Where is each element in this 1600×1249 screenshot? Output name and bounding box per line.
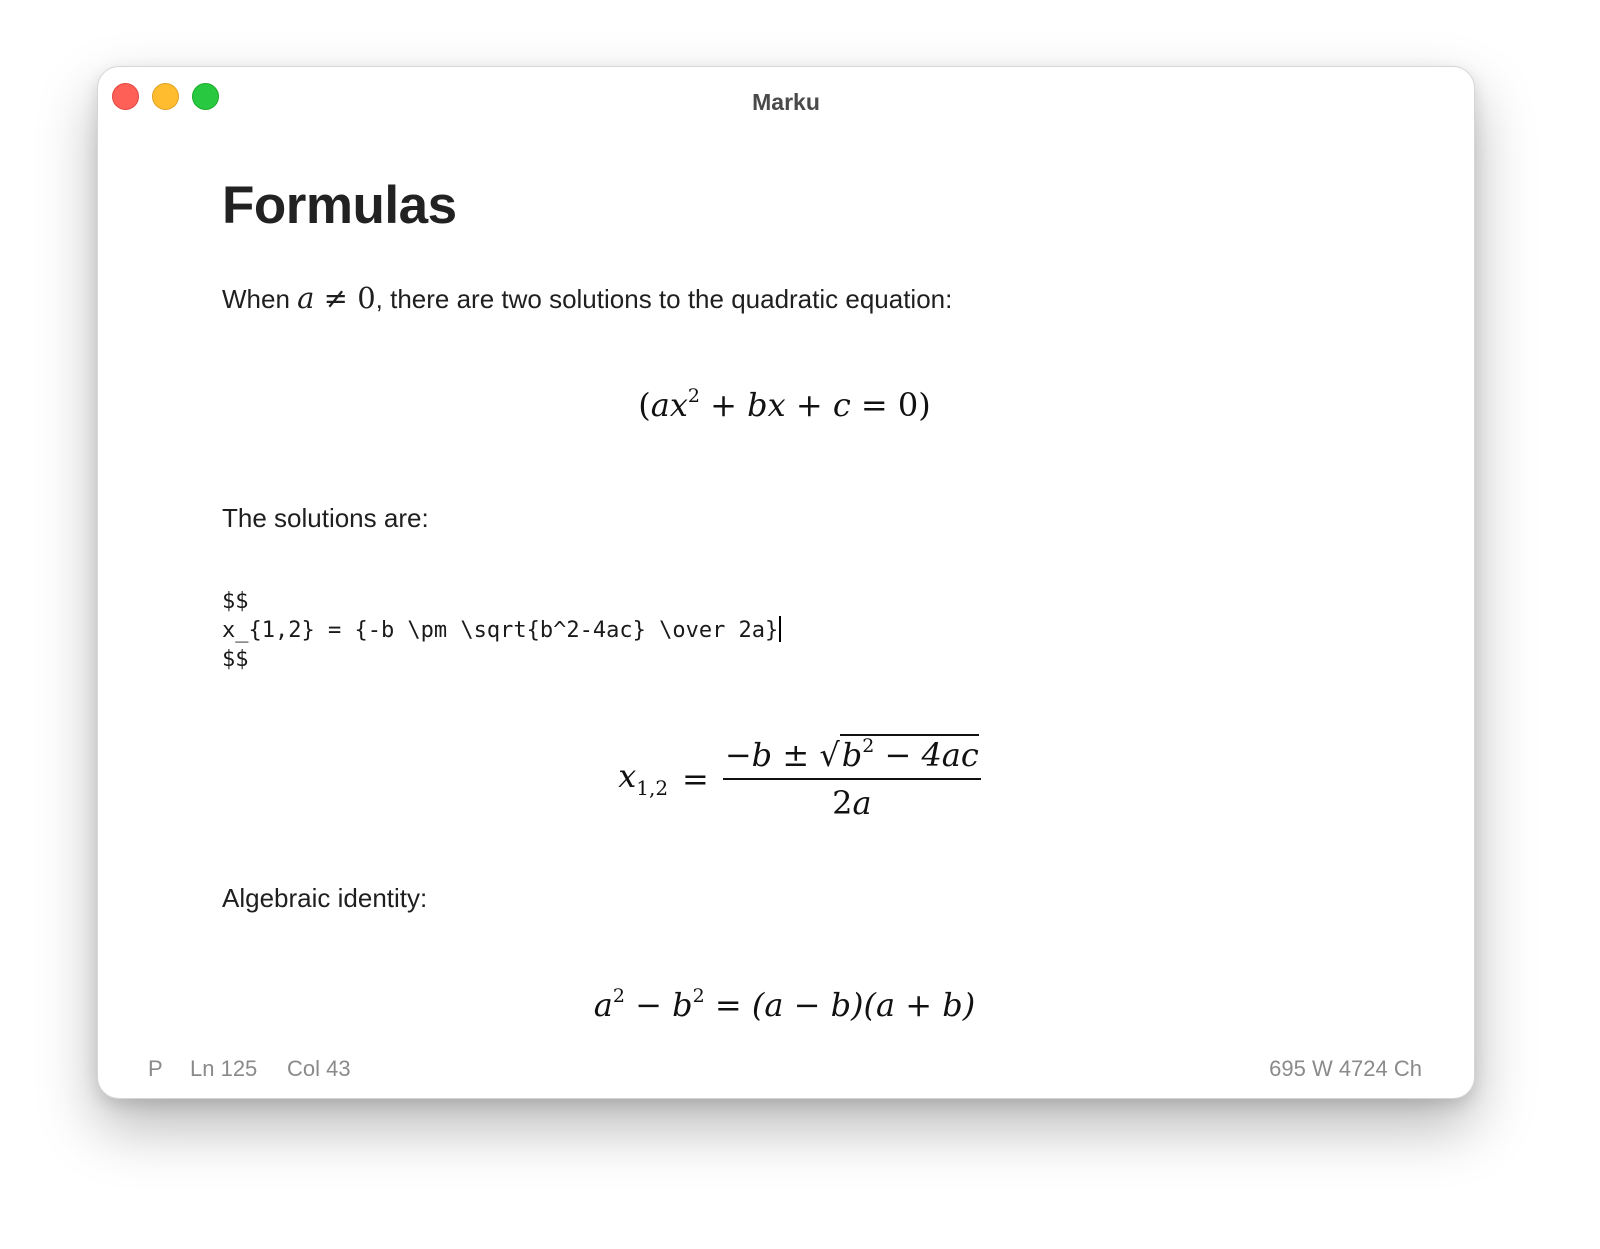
code-line-formula: x_{1,2} = {-b \pm \sqrt{b^2-4ac} \over 2a} (222, 618, 779, 643)
window-title: Marku (752, 89, 820, 115)
code-line-open: $$ (222, 589, 249, 614)
radicand-rest: − 4ac (874, 736, 979, 774)
editor-content[interactable] (222, 67, 1414, 1038)
identity-b: b (672, 986, 693, 1024)
paragraph-identity: Algebraic identity: (222, 883, 428, 913)
identity-a: a (593, 986, 613, 1024)
formula-equals: = (682, 759, 709, 798)
formula-x: x (618, 757, 637, 795)
formula-lhs (588, 757, 668, 800)
document-heading: Formulas (222, 176, 457, 235)
text-caret (779, 616, 781, 642)
paragraph-quadratic-intro (222, 281, 952, 315)
denominator-a: a (852, 784, 872, 822)
sqrt-radicand (840, 734, 979, 774)
status-column: Col 43 (287, 1056, 351, 1081)
eq-exponent: 2 (687, 385, 700, 407)
display-equation-quadratic (222, 385, 1347, 424)
inline-math-zero: 0 (357, 281, 376, 315)
eq-terms: + bx + c = (699, 386, 898, 424)
paragraph-solutions: The solutions are: (222, 503, 429, 533)
formula-fraction (723, 735, 981, 822)
fraction-denominator (832, 780, 871, 822)
status-mode[interactable]: P (148, 1056, 163, 1081)
eq-zero: 0 (897, 386, 919, 424)
status-line: Ln 125 (190, 1056, 258, 1081)
identity-minus: − (624, 986, 673, 1024)
display-equation-quadratic-formula (222, 735, 1347, 822)
inline-math-neq: ≠ (314, 281, 358, 315)
numerator-prefix: −b ± √ (724, 736, 840, 774)
latex-code-block[interactable] (222, 587, 781, 674)
denominator-two: 2 (832, 784, 853, 822)
identity-a-exponent: 2 (612, 985, 625, 1007)
para-text-after: , there are two solutions to the quadratic equation: (375, 284, 953, 314)
display-equation-identity (222, 985, 1347, 1024)
app-window (97, 66, 1475, 1099)
paren-open: ( (638, 386, 651, 424)
status-word-char-count: 695 W 4724 Ch (1269, 1056, 1422, 1081)
paren-close: ) (918, 386, 931, 424)
radicand-b: b (841, 736, 863, 774)
inline-math-a: a (297, 281, 315, 315)
formula-subscript: 1,2 (636, 776, 669, 800)
code-line-close: $$ (222, 647, 249, 672)
para-text-before: When (222, 284, 298, 314)
identity-b-exponent: 2 (692, 985, 705, 1007)
radicand-exponent: 2 (862, 735, 875, 757)
eq-ax: ax (650, 386, 688, 424)
identity-rest: = (a − b)(a + b) (704, 986, 976, 1024)
fraction-numerator (723, 735, 981, 778)
status-bar (98, 1048, 1474, 1098)
